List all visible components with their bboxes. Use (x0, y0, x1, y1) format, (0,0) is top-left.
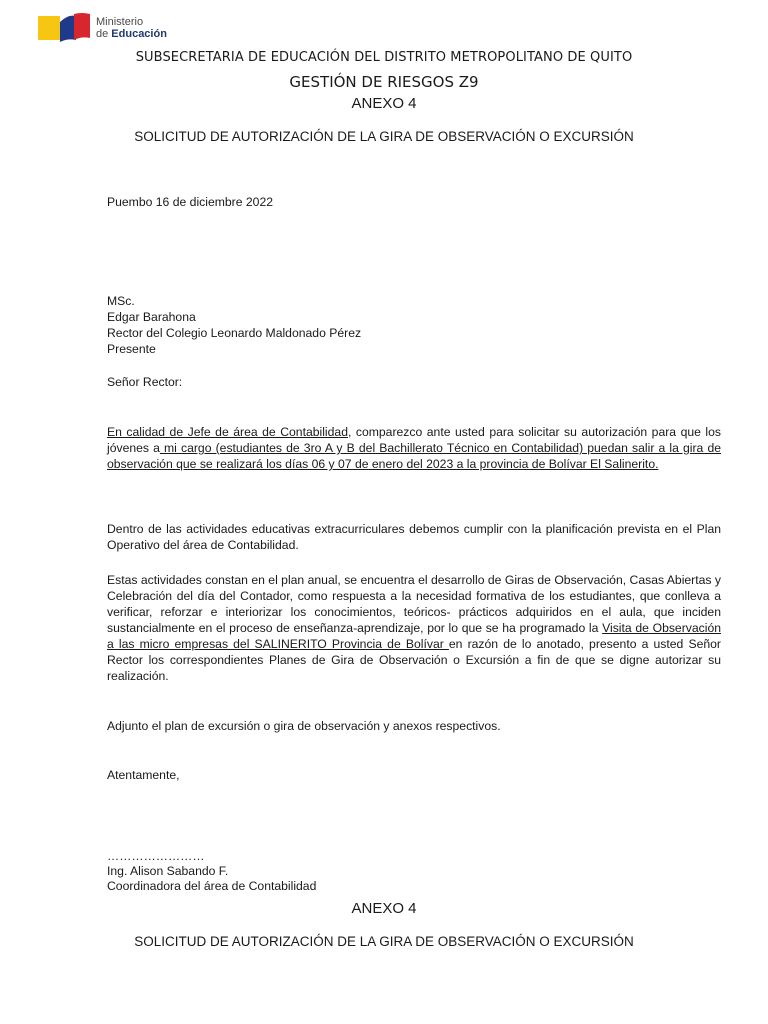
subsecretaria-heading: SUBSECRETARIA DE EDUCACIÓN DEL DISTRITO METROPOLITANO DE QUITO (135, 50, 633, 65)
paragraph-3-text-2: en razón de lo anotado, presento a usted Señor Rector los correspondientes Planes de Gira de Observación o Excursión a fin de que se digne autorizar su realización. (107, 637, 721, 683)
recipient-title: MSc. (107, 294, 135, 308)
gestion-heading: GESTIÓN DE RIESGOS Z9 (289, 73, 479, 91)
solicitud-heading: SOLICITUD DE AUTORIZACIÓN DE LA GIRA DE OBSERVACIÓN O EXCURSIÓN (134, 129, 634, 144)
recipient-position: Rector del Colegio Leonardo Maldonado Pérez (107, 326, 362, 340)
paragraph-3-text-1: Estas actividades constan en el plan anual, se encuentra el desarrollo de Giras de Observación, Casas Abiertas y Celebración del día del Contador, como respuesta a la necesidad formativa de los estudiantes, que conlleva a verificar, reforzar e interiorizar los conocimientos, teóricos- prácticos adquiridos en el aula, que inciden sustancialmente en el proceso de enseñanza-aprendizaje, por lo que se ha programado la (107, 573, 721, 635)
closing: Atentamente, (107, 768, 180, 782)
paragraph-1-underlined-2: mi cargo (estudiantes de 3ro A y B del Bachillerato Técnico en Contabilidad) puedan salir a la gira de observación que se realizará los días 06 y 07 de enero del 2023 a la provincia de Bolívar El Salinerito. (107, 441, 721, 471)
signature-dots: …………………… (107, 849, 205, 863)
anexo-heading: ANEXO 4 (351, 95, 417, 112)
paragraph-1-underlined-1: En calidad de Jefe de área de Contabilidad (107, 425, 348, 439)
logo-line1: Ministerio (96, 16, 144, 28)
paragraph-1-text-1: , comparezco ante usted para solicitar su autorización para que los jóvenes a (107, 425, 721, 455)
logo-text (96, 16, 167, 40)
ecuador-flag-logo-icon (38, 12, 90, 44)
date-line: Puembo 16 de diciembre 2022 (107, 195, 273, 209)
paragraph-3 (107, 572, 721, 684)
signature-name: Ing. Alison Sabando F. (107, 864, 229, 878)
logo-line2-prefix: de (96, 28, 112, 40)
recipient-block (107, 293, 721, 357)
recipient-name: Edgar Barahona (107, 310, 196, 324)
signature-role: Coordinadora del área de Contabilidad (107, 879, 317, 893)
recipient-presente: Presente (107, 342, 156, 356)
paragraph-4: Adjunto el plan de excursión o gira de observación y anexos respectivos. (107, 719, 501, 733)
paragraph-1 (107, 424, 721, 472)
footer-anexo-heading: ANEXO 4 (351, 900, 417, 917)
paragraph-3-underlined-1: Visita de Observación a las micro empresas del SALINERITO Provincia de Bolívar (107, 621, 722, 651)
salutation: Señor Rector: (107, 375, 183, 389)
footer-solicitud-heading: SOLICITUD DE AUTORIZACIÓN DE LA GIRA DE OBSERVACIÓN O EXCURSIÓN (134, 934, 634, 949)
logo-line2-bold: Educación (111, 28, 167, 40)
paragraph-2: Dentro de las actividades educativas extracurriculares debemos cumplir con la planificación prevista en el Plan Operativo del área de Contabilidad. (107, 522, 721, 552)
ministerio-logo (38, 10, 188, 46)
signature-block (107, 849, 721, 894)
